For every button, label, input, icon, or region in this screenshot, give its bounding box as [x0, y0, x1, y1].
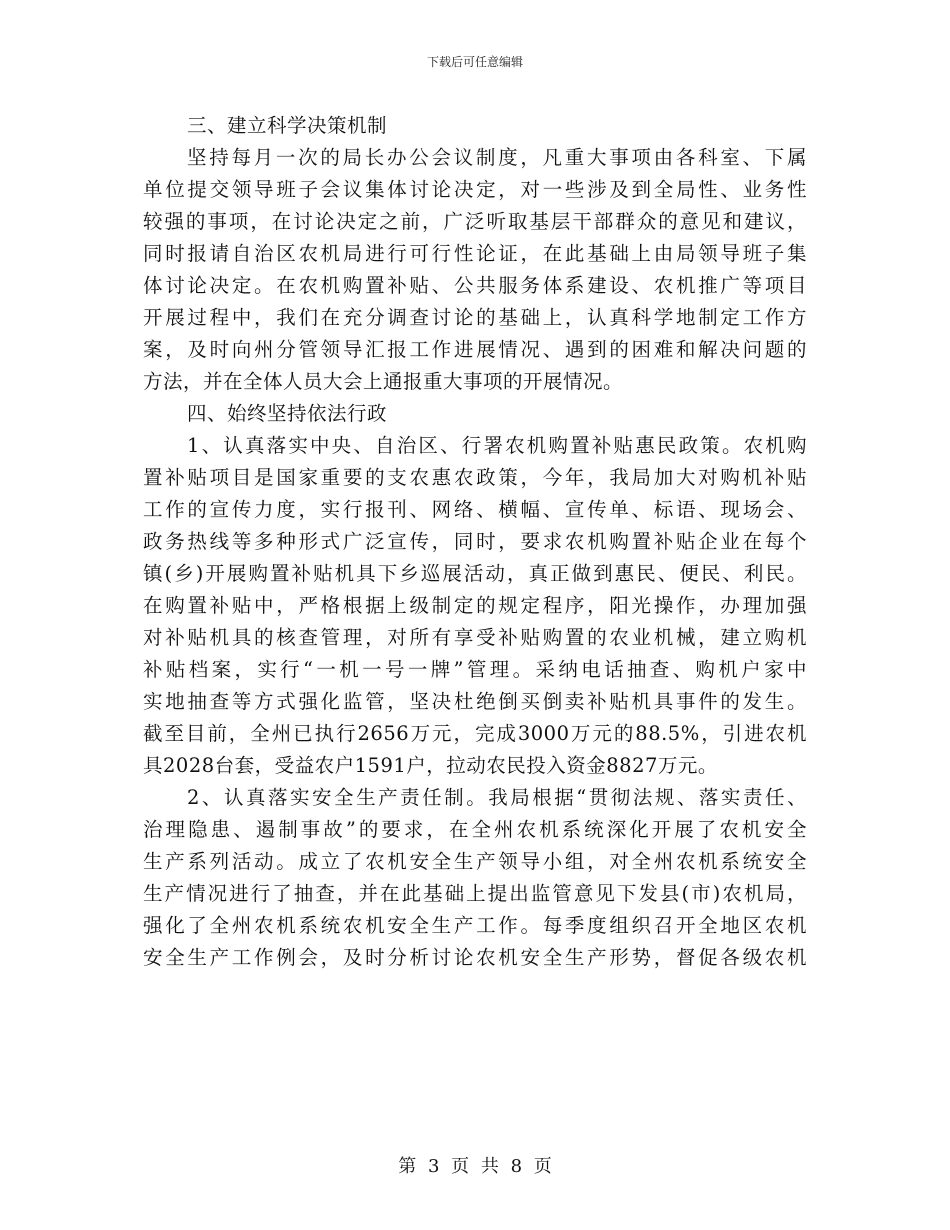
- paragraph-line: 开展过程中，我们在充分调查讨论的基础上，认真科学地制定工作方: [143, 306, 807, 329]
- paragraph-line: 实地抽查等方式强化监管，坚决杜绝倒买倒卖补贴机具事件的发生。: [143, 690, 807, 713]
- paragraph-line: 坚持每月一次的局长办公会议制度，凡重大事项由各科室、下属: [187, 146, 807, 169]
- paragraph-line: 镇(乡)开展购置补贴机具下乡巡展活动，真正做到惠民、便民、利民。: [143, 562, 807, 585]
- paragraph-line: 强化了全州农机系统农机安全生产工作。每季度组织召开全地区农机: [143, 914, 807, 937]
- document-body: [143, 110, 807, 974]
- paragraph-line: 1、认真落实中央、自治区、行署农机购置补贴惠民政策。农机购: [187, 434, 807, 457]
- paragraph-line: 对补贴机具的核查管理，对所有享受补贴购置的农业机械，建立购机: [143, 626, 807, 649]
- paragraph-line: 安全生产工作例会，及时分析讨论农机安全生产形势，督促各级农机: [143, 946, 807, 969]
- paragraph-line: 在购置补贴中，严格根据上级制定的规定程序，阳光操作，办理加强: [143, 594, 807, 617]
- page-header: 下载后可任意编辑: [426, 55, 523, 69]
- paragraph-line: 截至目前，全州已执行2656万元，完成3000万元的88.5%，引进农机: [143, 722, 807, 745]
- paragraph-line: 生产系列活动。成立了农机安全生产领导小组，对全州农机系统安全: [143, 850, 807, 873]
- paragraph-line: 2、认真落实安全生产责任制。我局根据“贯彻法规、落实责任、: [187, 786, 807, 809]
- page-number: 第 3 页 共 8 页: [398, 1156, 552, 1177]
- paragraph-line: 较强的事项，在讨论决定之前，广泛听取基层干部群众的意见和建议，: [143, 210, 807, 233]
- paragraph-line: 生产情况进行了抽查，并在此基础上提出监管意见下发县(市)农机局，: [143, 882, 807, 905]
- paragraph-line: 置补贴项目是国家重要的支农惠农政策，今年，我局加大对购机补贴: [143, 466, 807, 489]
- paragraph-line: 工作的宣传力度，实行报刊、网络、横幅、宣传单、标语、现场会、: [143, 498, 807, 521]
- section-heading-3: 三、建立科学决策机制: [187, 114, 388, 137]
- paragraph-line: 补贴档案，实行“一机一号一牌”管理。采纳电话抽查、购机户家中: [143, 658, 807, 681]
- paragraph-line: 单位提交领导班子会议集体讨论决定，对一些涉及到全局性、业务性: [143, 178, 807, 201]
- paragraph-line: 体讨论决定。在农机购置补贴、公共服务体系建设、农机推广等项目: [143, 274, 807, 297]
- paragraph-line: 政务热线等多种形式广泛宣传，同时，要求农机购置补贴企业在每个: [143, 530, 807, 553]
- paragraph-line: 同时报请自治区农机局进行可行性论证，在此基础上由局领导班子集: [143, 242, 807, 265]
- paragraph-line: 具2028台套，受益农户1591户，拉动农民投入资金8827万元。: [143, 754, 718, 777]
- paragraph-line: 治理隐患、遏制事故”的要求，在全州农机系统深化开展了农机安全: [143, 818, 807, 841]
- paragraph-line: 方法，并在全体人员大会上通报重大事项的开展情况。: [143, 370, 624, 393]
- section-heading-4: 四、始终坚持依法行政: [187, 402, 388, 425]
- paragraph-line: 案，及时向州分管领导汇报工作进展情况、遇到的困难和解决问题的: [143, 338, 807, 361]
